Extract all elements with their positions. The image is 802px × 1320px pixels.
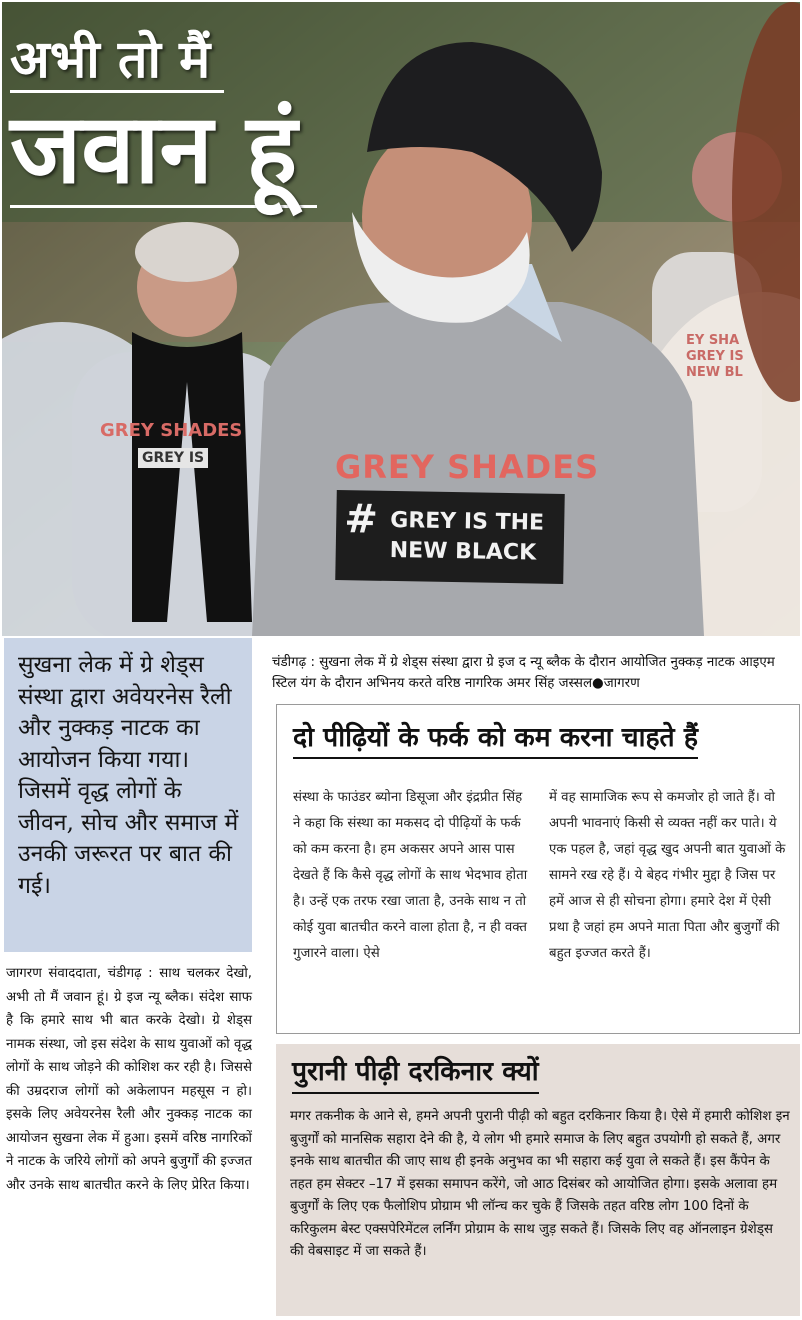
sidebar-box-old-generation	[276, 1044, 800, 1316]
shirt-hashtag: #	[343, 496, 379, 543]
headline-line2: जवान हूं	[10, 93, 317, 208]
bg-shirt-text2: GREY IS	[138, 448, 208, 468]
shirt-tag-line2: NEW BLACK	[389, 537, 537, 566]
summary-text: सुखना लेक में ग्रे शेड्स संस्था द्वारा अवेयरनेस रैली और नुक्कड़ नाटक का आयोजन किया गया। जिसमें वृद्ध लोगों के जीवन, सोच और समाज में उनकी जरूरत पर बात की गई।	[18, 652, 239, 899]
bg-shirt-text1: GREY SHADES	[100, 420, 243, 441]
box1-column2: में वह सामाजिक रूप से कमजोर हो जाते हैं। वो अपनी भावनाएं किसी से व्यक्त नहीं कर पाते। ये एक पहल है, जहां वृद्ध खुद अपनी बात युवाओं के सामने रख रहे हैं। ये बेहद गंभीर मुद्दा है जिस पर हमें आज से ही सोचना होगा। हमारे देश में ऐसी प्रथा है जहां हम अपने माता पिता और बुजुर्गों की बहुत इज्जत करते हैं।	[549, 790, 786, 961]
shirt-tag-line1: GREY IS THE	[390, 507, 545, 536]
box2-title: पुरानी पीढ़ी दरकिनार क्यों	[292, 1052, 539, 1094]
photo-caption: चंडीगढ़ : सुखना लेक में ग्रे शेड्स संस्था द्वारा ग्रे इज द न्यू ब्लैक के दौरान आयोजित नुक्कड़ नाटक आइएम स्टिल यंग के दौरान अभिनय करते वरिष्ठ नागरिक अमर सिंह जस्सल●जागरण	[272, 655, 775, 691]
sidebar-box-generations	[276, 704, 800, 1034]
main-story: जागरण संवाददाता, चंडीगढ़ : साथ चलकर देखो, अभी तो मैं जवान हूं। ग्रे इज न्यू ब्लैक। संदेश साफ है कि हमारे साथ भी बात करके देखो। ग्रे शेड्स नामक संस्था, जो इस संदेश के साथ युवाओं को वृद्ध लोगों के साथ जोड़ने की कोशिश कर रही है। जिससे की उम्रदराज लोगों को अकेलापन महसूस न हो। इसके लिए अवेयरनेस रैली और नुक्कड़ नाटक का आयोजन सुखना लेक में हुआ। इसमें वरिष्ठ नागरिकों ने नाटक के जरिये लोगों को अपने बुजुर्गों की इज्जत और उनके साथ बातचीत करने के लिए प्रेरित किया।	[6, 966, 252, 1193]
headline	[10, 30, 317, 208]
headline-line1: अभी तो मैं	[10, 30, 224, 93]
box1-column1: संस्था के फाउंडर ब्योना डिसूजा और इंद्रप्रीत सिंह ने कहा कि संस्था का मकसद दो पीढ़ियों के फर्क को कम करना है। हम अकसर अपने आस पास देखते हैं कि कैसे वृद्ध लोगों के साथ भेदभाव होता है। उन्हें एक तरफ रखा जाता है, उनके साथ न तो कोई युवा बातचीत करने वाला होता है, न ही वक्त गुजारने वाला। ऐसे	[293, 790, 528, 961]
right-shirt-text: EY SHA GREY IS NEW BL	[686, 333, 744, 380]
shirt-brand-text: GREY SHADES	[335, 448, 600, 486]
summary-box	[4, 638, 252, 952]
box1-title: दो पीढ़ियों के फर्क को कम करना चाहते हैं	[293, 719, 698, 759]
shirt-tag	[335, 490, 565, 584]
box2-body: मगर तकनीक के आने से, हमने अपनी पुरानी पीढ़ी को बहुत दरकिनार किया है। ऐसे में हमारी कोशिश इन बुजुर्गों को मानसिक सहारा देने की है, ये लोग भी हमारे समाज के लिए बहुत उपयोगी हो सकते हैं, अगर इनके साथ बातचीत की जाए साथ ही इनके अनुभव का भी सहारा कई युवा ले सकते हैं। इस कैंपेन के तहत हम सेक्टर –17 में इसका समापन करेंगे, जो आठ दिसंबर को आयोजित होगा। इसके अलावा हम बुजुर्गों के लिए एक फैलोशिप प्रोग्राम भी लॉन्च कर चुके हैं जिसके तहत वरिष्ठ लोग 100 दिनों के करिकुलम बेस्ट एक्सपेरिमेंटल लर्निंग प्रोग्राम के साथ जुड़ सकते हैं। जिसके लिए वह ऑनलाइन ग्रेशेड्स की वेबसाइट में जा सकते हैं।	[290, 1109, 790, 1259]
